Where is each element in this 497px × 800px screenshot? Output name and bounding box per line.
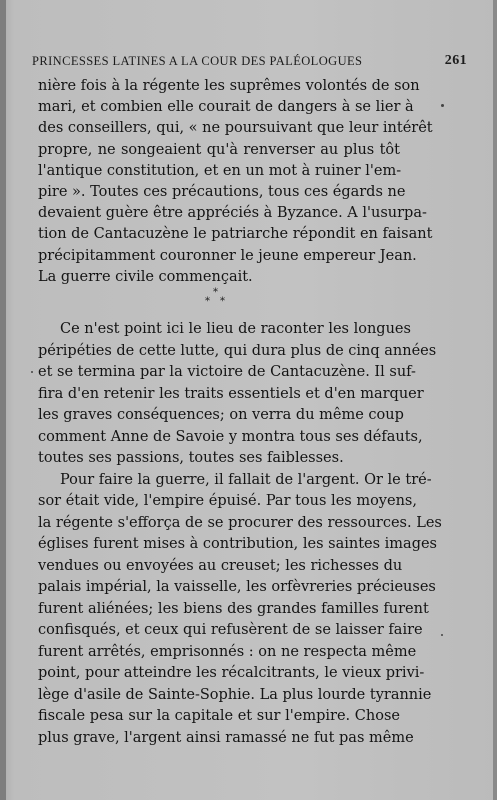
separator-star: * <box>213 287 218 298</box>
text-line: mari, et combien elle courait de dangers à se lier à <box>38 99 414 116</box>
text-line: Pour faire la guerre, il fallait de l'argent. Or le tré- <box>60 471 432 488</box>
running-title: PRINCESSES LATINES A LA COUR DES PALÉOLOGUES <box>32 54 363 68</box>
text-line: point, pour atteindre les récalcitrants, le vieux privi- <box>38 665 425 681</box>
separator-star: * <box>205 296 210 307</box>
text-line: nière fois à la régente les suprêmes volontés de son <box>38 78 420 94</box>
text-line: pire ». Toutes ces précautions, tous ces égards ne <box>38 184 406 201</box>
page-left-shadow <box>0 0 6 800</box>
text-line: toutes ses passions, toutes ses faiblesses. <box>38 450 344 466</box>
paragraph-3 <box>38 470 442 750</box>
text-line: fira d'en retenir les traits essentiels et d'en marquer <box>38 385 424 402</box>
text-line: des conseillers, qui, « ne poursuivant que leur intérêt <box>38 120 433 137</box>
paper-speck <box>31 371 33 373</box>
text-line: précipitamment couronner le jeune empereur Jean. <box>38 247 417 264</box>
text-line: vendues ou envoyées au creuset; les richesses du <box>38 557 403 574</box>
section-separator <box>203 288 233 310</box>
page-right-edge <box>493 0 497 800</box>
text-line: comment Anne de Savoie y montra tous ses défauts, <box>38 428 423 445</box>
text-line: péripéties de cette lutte, qui dura plus de cinq années <box>38 342 437 359</box>
text-line: palais impérial, la vaisselle, les orfèvreries précieuses <box>38 579 436 595</box>
text-line: les graves conséquences; on verra du même coup <box>38 407 404 423</box>
paragraph-2 <box>38 319 437 470</box>
text-line: furent aliénées; les biens des grandes familles furent <box>38 600 429 617</box>
text-line: devaient guère être appréciés à Byzance. A l'usurpa- <box>38 205 427 222</box>
text-line: fiscale pesa sur la capitale et sur l'empire. Chose <box>38 708 400 724</box>
text-line: l'antique constitution, et en un mot à ruiner l'em- <box>38 162 402 179</box>
paragraph-1 <box>38 76 433 288</box>
text-line: tion de Cantacuzène le patriarche répondit en faisant <box>38 226 433 243</box>
text-line: furent arrêtés, emprisonnés : on ne respecta même <box>38 643 417 660</box>
paper-speck <box>441 634 443 636</box>
text-line: confisqués, et ceux qui refusèrent de se laisser faire <box>38 622 423 638</box>
separator-star: * <box>220 296 225 307</box>
body-text-block <box>38 319 442 749</box>
text-line: La guerre civile commençait. <box>38 268 253 285</box>
text-line: lège d'asile de Sainte-Sophie. La plus lourde tyrannie <box>38 686 432 703</box>
paper-speck <box>441 104 444 107</box>
text-line: Ce n'est point ici le lieu de raconter les longues <box>60 321 411 337</box>
text-line: plus grave, l'argent ainsi ramassé ne fut pas même <box>38 729 414 746</box>
text-line: églises furent mises à contribution, les saintes images <box>38 536 437 552</box>
text-line: la régente s'efforça de se procurer des ressources. Les <box>38 514 442 531</box>
text-line: et se termina par la victoire de Cantacuzène. Il suf- <box>38 364 416 380</box>
page-number: 261 <box>444 53 467 68</box>
text-line: sor était vide, l'empire épuisé. Par tous les moyens, <box>38 493 417 509</box>
text-line: propre, ne songeaient qu'à renverser au plus tôt <box>38 141 400 158</box>
